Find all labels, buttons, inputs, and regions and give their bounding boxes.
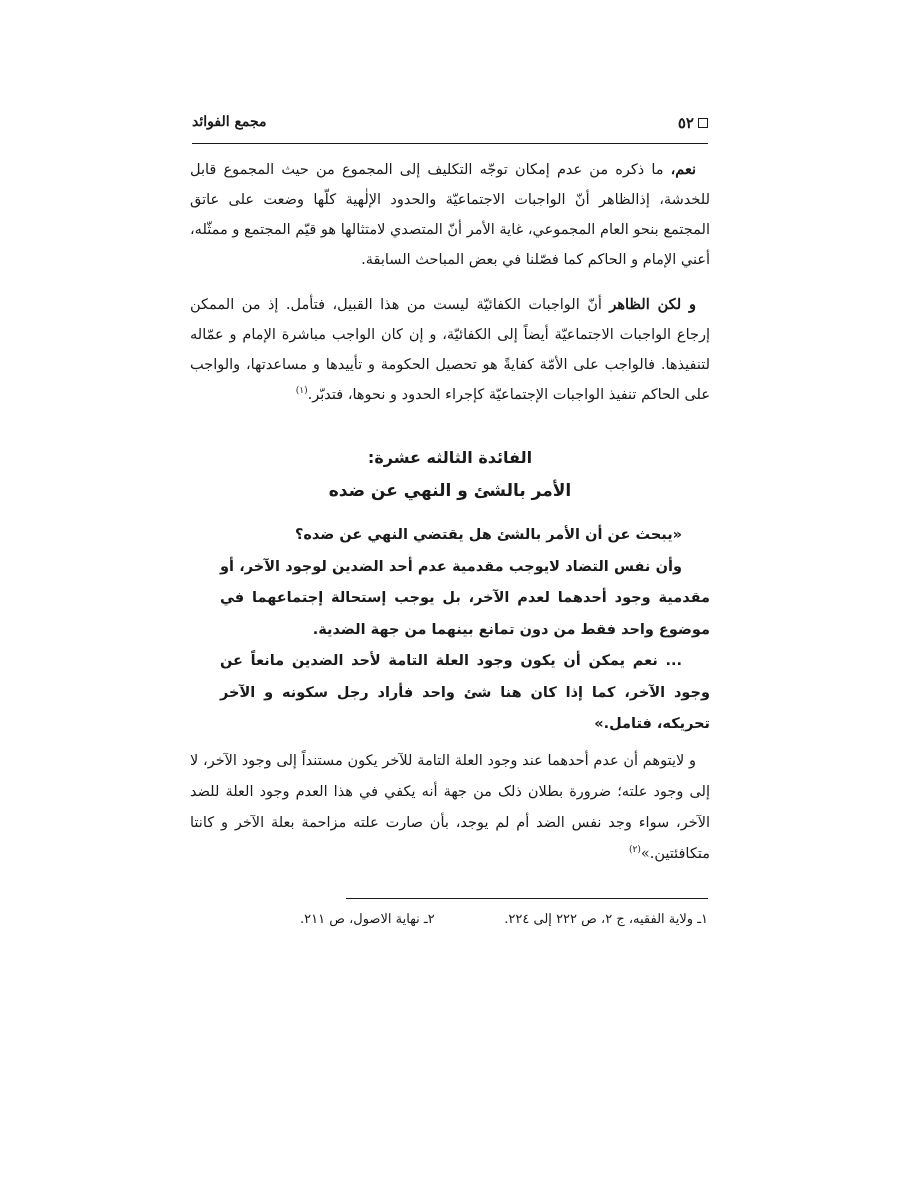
paragraph-1-lead: نعم، <box>670 161 696 178</box>
paragraph-3 <box>190 746 710 870</box>
footnote-1: ١ـ ولاية الفقيه، ج ٢، ص ٢٢٢ إلى ٢٢٤. <box>504 912 708 927</box>
footnote-divider <box>346 898 708 899</box>
quote-paragraph-1: وأن نفس التضاد لايوجب مقدمية عدم أحد الضدين لوجود الآخر، أو مقدمية وجود أحدهما لعدم الآخر، بل يوجب إستحالة إجتماعهما في موضوع واحد فقط من دون تمانع بينهما من جهة الضدية. <box>220 558 710 638</box>
paragraph-1-text: ما ذكره من عدم إمكان توجّه التكليف إلى المجموع من حيث المجموع قابل للخدشة، إذالظاهر أنّ الواجبات الاجتماعيّة والحدود الإلٰهية كلّها وضعت على عاتق المجتمع بنحو العام المجموعي، غاية الأمر أنّ المتصدي لامتثالها هو قيّم المجتمع و ممثّله، أعني الإمام و الحاكم كما فصّلنا في بعض المباحث السابقة. <box>190 162 710 268</box>
quotation-block <box>220 520 710 741</box>
quote-paragraph-2: ... نعم يمكن أن يكون وجود العلة التامة لأحد الضدين مانعاً عن وجود الآخر، كما إذا كان هنا شئ واحد فأراد رجل سكونه و الآخر تحريكه، فتامل.» <box>220 653 710 732</box>
section-subheading: الأمر بالشئ و النهي عن ضده <box>328 481 572 501</box>
page-number <box>678 114 708 132</box>
footnotes <box>300 912 708 927</box>
paragraph-2-lead: و لكن الظاهر <box>609 296 697 313</box>
book-title: مجمع الفوائد <box>192 114 267 130</box>
paragraph-1 <box>190 155 710 275</box>
paragraph-2 <box>190 290 710 410</box>
footnote-2: ٢ـ نهاية الاصول، ص ٢١١. <box>300 912 435 927</box>
paragraph-2-text: أنّ الواجبات الكفائيّة ليست من هذا القبيل، فتأمل. إذ من الممكن إرجاع الواجبات الاجتماعيّة أيضاً إلى الكفائيّة، و إن كان الواجب مباشرة الإمام و عمّاله لتنفيذها. فالواجب على الأمّة كفايةً هو تحصيل الحكومة و تأييدها و مساعدتها، والواجب على الحاكم تنفيذ الواجبات الإجتماعيّة كإجراء الحدود و نحوها، فتدبّر. <box>190 297 710 403</box>
page-number-text: ٥٢ <box>677 114 694 132</box>
header-divider <box>192 143 708 144</box>
paragraph-3-text: و لايتوهم أن عدم أحدهما عند وجود العلة التامة للآخر يكون مستنداً إلى وجود الآخر، لا إلى وجود علته؛ ضرورة بطلان ذلک من جهة أنه يكفي في هذا العدم وجود العلة للضد الآخر، سواء وجد نفس الضد أم لم يوجد، بأن صارت علته مزاحمة بعلة الآخر و كانتا متكافئتين.» <box>190 753 711 862</box>
square-icon <box>698 118 708 128</box>
section-heading: الفائدة الثالثه عشرة: <box>367 448 533 467</box>
footnote-ref-2[interactable]: (٢) <box>628 845 641 856</box>
footnote-ref-1[interactable]: (١) <box>295 386 308 397</box>
running-header <box>192 114 708 140</box>
quote-line-1: «يبحث عن أن الأمر بالشئ هل يقتضي النهي عن ضده؟ <box>294 527 682 543</box>
